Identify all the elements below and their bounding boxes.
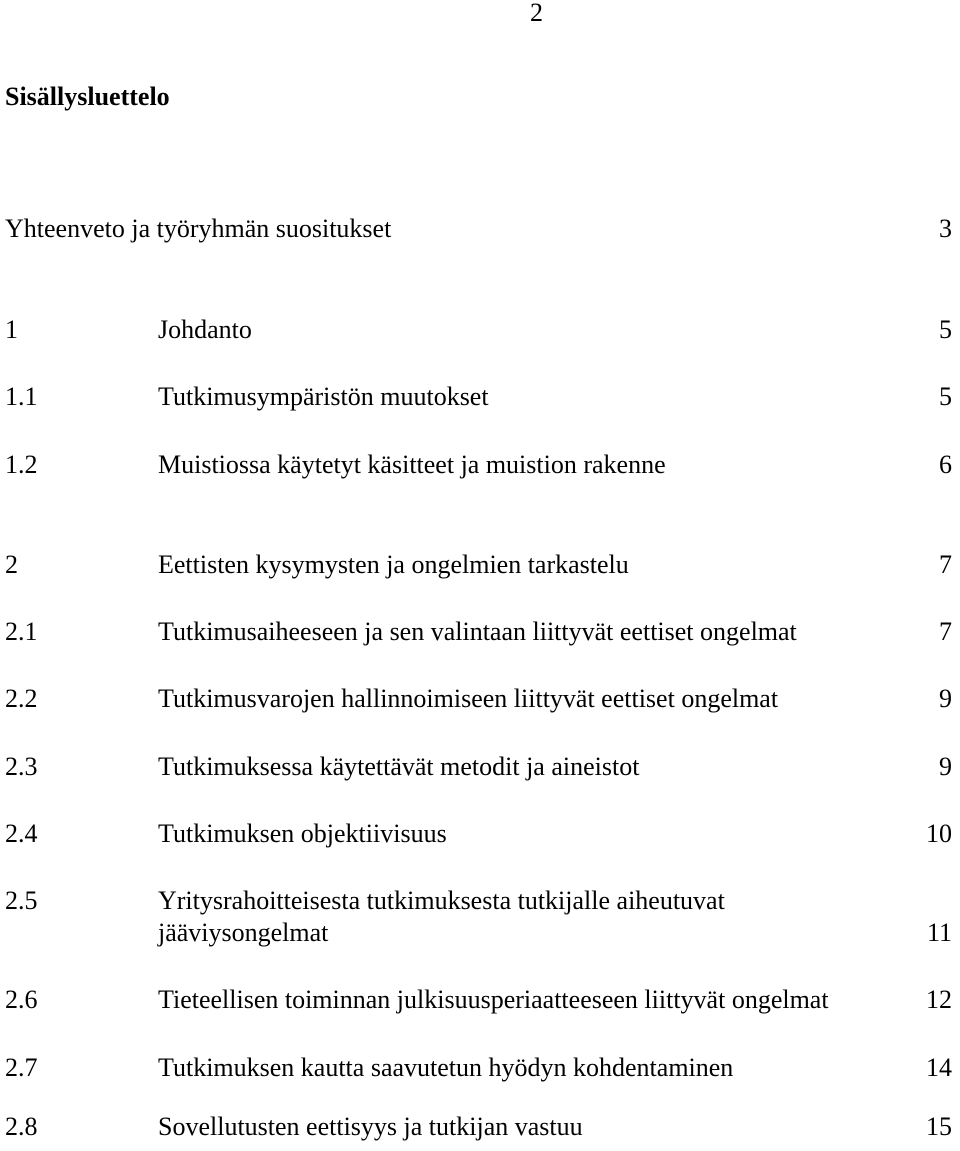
toc-entry-number: 1.1 xyxy=(5,382,38,411)
toc-entry-label: Tutkimuksessa käytettävät metodit ja aineistot xyxy=(158,752,640,781)
toc-entry-page: 7 xyxy=(939,617,952,646)
toc-entry-number: 2.6 xyxy=(5,985,38,1014)
toc-entry-number: 1 xyxy=(5,315,18,344)
toc-entry-label: Tutkimusaiheeseen ja sen valintaan liittyvät eettiset ongelmat xyxy=(158,617,797,646)
toc-entry-label: Johdanto xyxy=(158,315,252,344)
toc-entry-label: Tutkimusvarojen hallinnoimiseen liittyvät eettiset ongelmat xyxy=(158,684,779,713)
toc-entry-number: 2.5 xyxy=(5,886,38,915)
toc-entry-number: 1.2 xyxy=(5,450,38,479)
toc-entry-label: Tutkimuksen objektiivisuus xyxy=(158,819,447,848)
toc-entry-number: 2.2 xyxy=(5,684,38,713)
toc-entry-page: 6 xyxy=(939,450,952,479)
toc-entry-number: 2.8 xyxy=(5,1112,38,1141)
toc-entry-label: Eettisten kysymysten ja ongelmien tarkastelu xyxy=(158,550,629,579)
toc-entry-label: Yhteenveto ja työryhmän suositukset xyxy=(5,214,392,243)
toc-entry-page: 10 xyxy=(926,819,952,848)
toc-entry-number: 2.4 xyxy=(5,819,38,848)
toc-entry-page: 9 xyxy=(939,752,952,781)
toc-entry-number: 2.3 xyxy=(5,752,38,781)
toc-entry-label: Tieteellisen toiminnan julkisuusperiaatteeseen liittyvät ongelmat xyxy=(158,985,829,1014)
toc-entry-page: 3 xyxy=(939,214,952,243)
page-number: 2 xyxy=(530,0,543,27)
toc-entry-page: 11 xyxy=(926,918,952,947)
toc-entry-page: 5 xyxy=(939,382,952,411)
toc-entry-label: Sovellutusten eettisyys ja tutkijan vastuu xyxy=(158,1112,583,1141)
toc-entry-page: 12 xyxy=(926,985,952,1014)
toc-entry-label: Tutkimusympäristön muutokset xyxy=(158,382,489,411)
toc-entry-label: Yritysrahoitteisesta tutkimuksesta tutkijalle aiheutuvat xyxy=(158,886,725,915)
toc-entry-label: Muistiossa käytetyt käsitteet ja muistion rakenne xyxy=(158,450,666,479)
toc-entry-number: 2 xyxy=(5,550,18,579)
toc-entry-page: 5 xyxy=(939,315,952,344)
toc-entry-page: 14 xyxy=(926,1053,952,1082)
toc-entry-number: 2.1 xyxy=(5,617,38,646)
toc-entry-label-continued: jääviysongelmat xyxy=(158,918,329,947)
page-title: Sisällysluettelo xyxy=(5,82,170,111)
toc-entry-number: 2.7 xyxy=(5,1053,38,1082)
toc-entry-page: 7 xyxy=(939,550,952,579)
toc-entry-label: Tutkimuksen kautta saavutetun hyödyn kohdentaminen xyxy=(158,1053,734,1082)
toc-entry-page: 15 xyxy=(926,1112,952,1141)
toc-entry-page: 9 xyxy=(939,684,952,713)
